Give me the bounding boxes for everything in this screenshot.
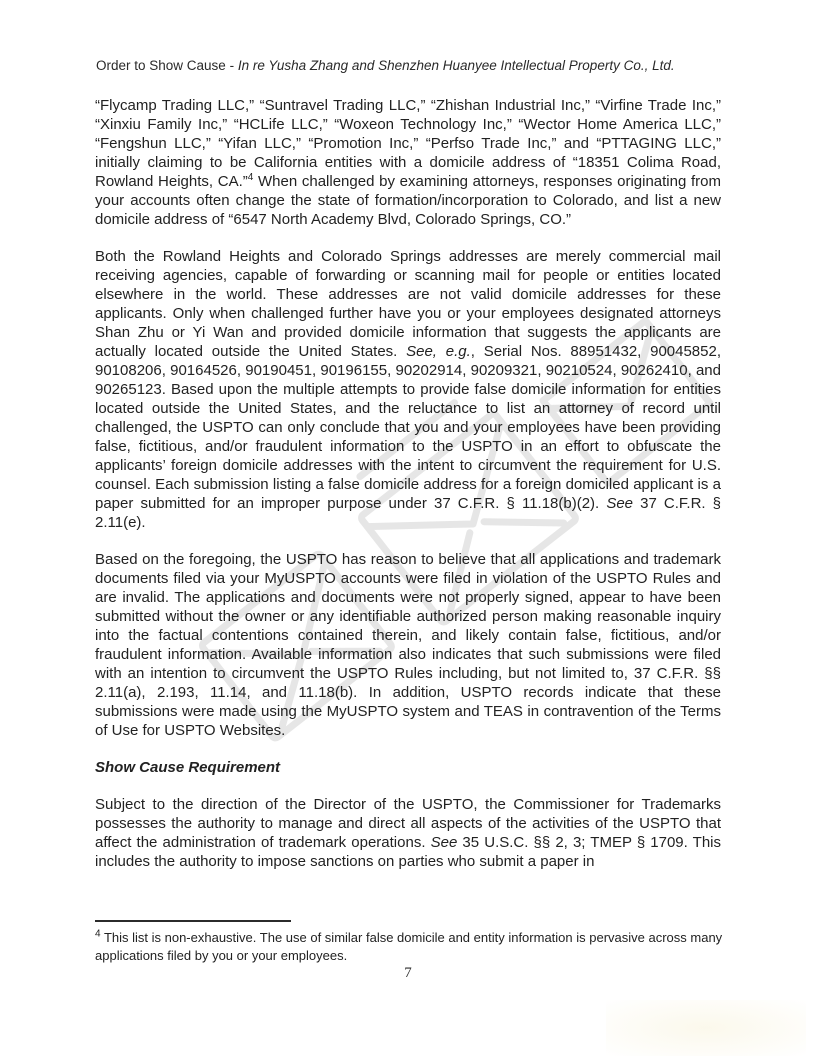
- footnote-text: This list is non-exhaustive. The use of similar false domicile and entity information is pervasive across many applications filed by you or your employees.: [95, 930, 723, 963]
- section-heading-show-cause: Show Cause Requirement: [95, 759, 281, 776]
- header-doc-label: Order to Show Cause -: [96, 58, 238, 73]
- paragraph-authority: [95, 795, 721, 871]
- p4-text: Subject to the direction of the Director of the USPTO, the Commissioner for Trademarks possesses the authority to manage and direct all aspects of the activities of the USPTO that affect the administration of trademark operations.: [95, 796, 721, 851]
- document-body: [95, 96, 721, 889]
- p1-text: “Flycamp Trading LLC,” “Suntravel Trading LLC,” “Zhishan Industrial Inc,” “Virfine Trade Inc,” “Xinxiu Family Inc,” “HCLife LLC,” “Woxeon Technology Inc,” “Wector Home America LLC,” “Fengshun LLC,” “Yifan LLC,” “Promotion Inc,” “Perfso Trade Inc,” and “PTTAGING LLC,” initially claiming to be California entities with a domicile address of “18351 Colima Road, Rowland Heights, CA.”: [95, 97, 721, 190]
- header-case-title: In re Yusha Zhang and Shenzhen Huanyee Intellectual Property Co., Ltd.: [237, 58, 675, 73]
- page-number: 7: [404, 965, 412, 981]
- p4-see-citation: See: [430, 834, 458, 851]
- paragraph-conclusion: [95, 550, 721, 740]
- footnote-marker: 4: [95, 928, 101, 940]
- footnote-ref-4: 4: [247, 172, 254, 183]
- p2-text-end: 37 C.F.R. § 2.11(e).: [95, 495, 722, 531]
- p2-see-eg-citation: See, e.g.: [406, 343, 471, 360]
- paragraph-entity-list: [95, 96, 721, 229]
- paragraph-addresses: [95, 247, 721, 532]
- p4-text-cont: 35 U.S.C. §§ 2, 3; TMEP § 1709. This includes the authority to impose sanctions on parties who submit a paper in: [95, 834, 722, 870]
- running-header: [96, 57, 722, 74]
- p2-text-cont: , Serial Nos. 88951432, 90045852, 90108206, 90164526, 90190451, 90196155, 90202914, 90209321, 90210524, 90262410, and 90265123. Based upon the multiple attempts to provide false domicile information for entities located outside the United States, and the reluctance to list an attorney of record until challenged, the USPTO can only conclude that you and your employees have been providing false, fictitious, and/or fraudulent information to the USPTO in an effort to obfuscate the applicants’ foreign domicile addresses with the intent to circumvent the requirement for U.S. counsel. Each submission listing a false domicile address for a foreign domiciled applicant is a paper submitted for an improper purpose under 37 C.F.R. § 11.18(b)(2).: [95, 343, 722, 512]
- p1-text-cont: When challenged by examining attorneys, responses originating from your accounts often change the state of formation/incorporation to Colorado, and list a new domicile address of “6547 North Academy Blvd, Colorado Springs, CO.”: [95, 173, 722, 228]
- p2-see-citation: See: [606, 495, 634, 512]
- footnote-4: [95, 929, 727, 964]
- p3-text: Based on the foregoing, the USPTO has reason to believe that all applications and trademark documents filed via your MyUSPTO accounts were filed in violation of the USPTO Rules and are invalid. The applications and documents were not properly signed, appear to have been submitted without the owner or any identifiable authorized person making reasonable inquiry into the factual contentions contained therein, and likely contain false, fictitious, and/or fraudulent information. Available information also indicates that such submissions were filed with an intention to circumvent the USPTO Rules including, but not limited to, 37 C.F.R. §§ 2.11(a), 2.193, 11.14, and 11.18(b). In addition, USPTO records indicate that these submissions were made using the MyUSPTO system and TEAS in contravention of the Terms of Use for USPTO Websites.: [95, 551, 721, 739]
- p2-text: Both the Rowland Heights and Colorado Springs addresses are merely commercial mail receiving agencies, capable of forwarding or scanning mail for people or entities located elsewhere in the world. These addresses are not valid domicile addresses for these applicants. Only when challenged further have you or your employees designated attorneys Shan Zhu or Yi Wan and provided domicile information that suggests the applicants are actually located outside the United States.: [95, 248, 721, 360]
- corner-watermark: [606, 1000, 806, 1056]
- footnote-separator: [95, 920, 291, 922]
